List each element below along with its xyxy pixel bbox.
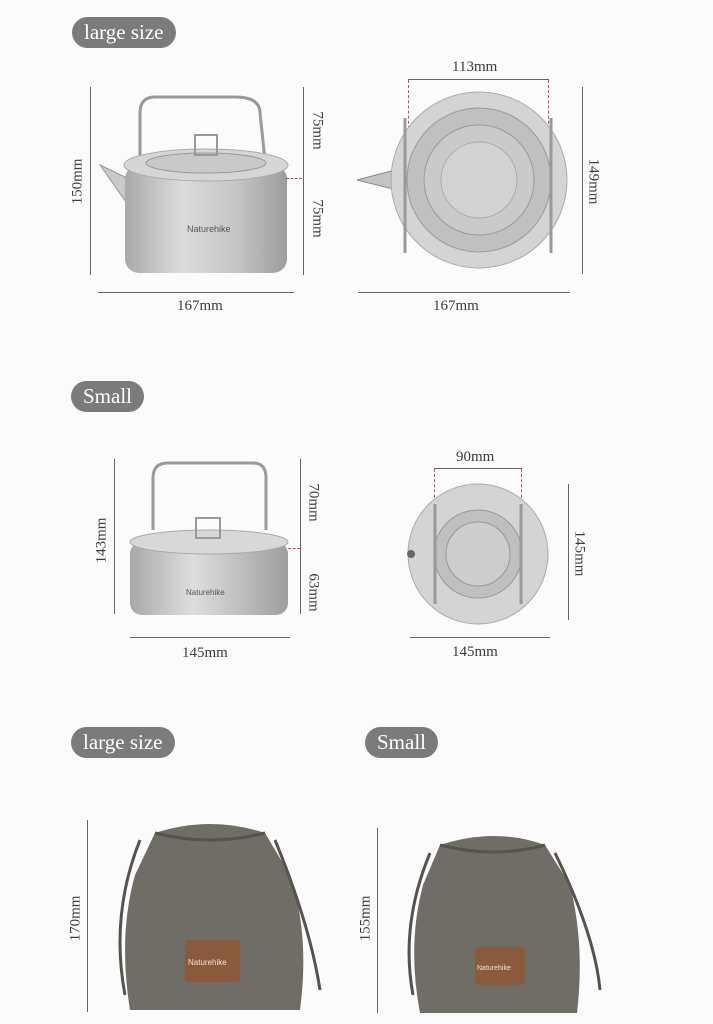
- small-front-height: 143mm: [93, 517, 110, 564]
- small-kettle-top-image: [405, 484, 555, 629]
- small-bag-brand: Naturehike: [477, 965, 511, 972]
- large-bag-height: 170mm: [67, 895, 84, 942]
- label-small: Small: [71, 381, 144, 412]
- label-large-size: large size: [72, 17, 176, 48]
- large-front-width: 167mm: [177, 298, 223, 314]
- large-top-height: 149mm: [585, 158, 602, 205]
- small-bag-height: 155mm: [357, 895, 374, 942]
- large-front-brand: Naturehike: [187, 224, 231, 234]
- small-top-inner: 90mm: [456, 449, 495, 465]
- large-front-bottom-half: 75mm: [309, 199, 326, 238]
- small-kettle-front-image: [128, 460, 293, 620]
- large-front-top-half: 75mm: [309, 111, 326, 150]
- large-kettle-front-image: [95, 85, 295, 280]
- large-kettle-top-image: [355, 88, 570, 273]
- small-top-width: 145mm: [452, 644, 498, 660]
- label-bag-small: Small: [365, 727, 438, 758]
- label-bag-large-size: large size: [71, 727, 175, 758]
- large-bag-image: [100, 815, 325, 1020]
- small-front-width: 145mm: [182, 645, 228, 661]
- large-top-inner: 113mm: [452, 59, 498, 75]
- small-front-bottom: 63mm: [305, 573, 322, 612]
- small-top-height: 145mm: [571, 530, 588, 577]
- small-front-top: 70mm: [305, 483, 322, 522]
- large-bag-brand: Naturehike: [188, 958, 227, 967]
- large-top-width: 167mm: [433, 298, 479, 314]
- small-front-brand: Naturehike: [186, 588, 225, 597]
- large-front-height: 150mm: [69, 158, 86, 205]
- small-bag-image: [395, 825, 610, 1020]
